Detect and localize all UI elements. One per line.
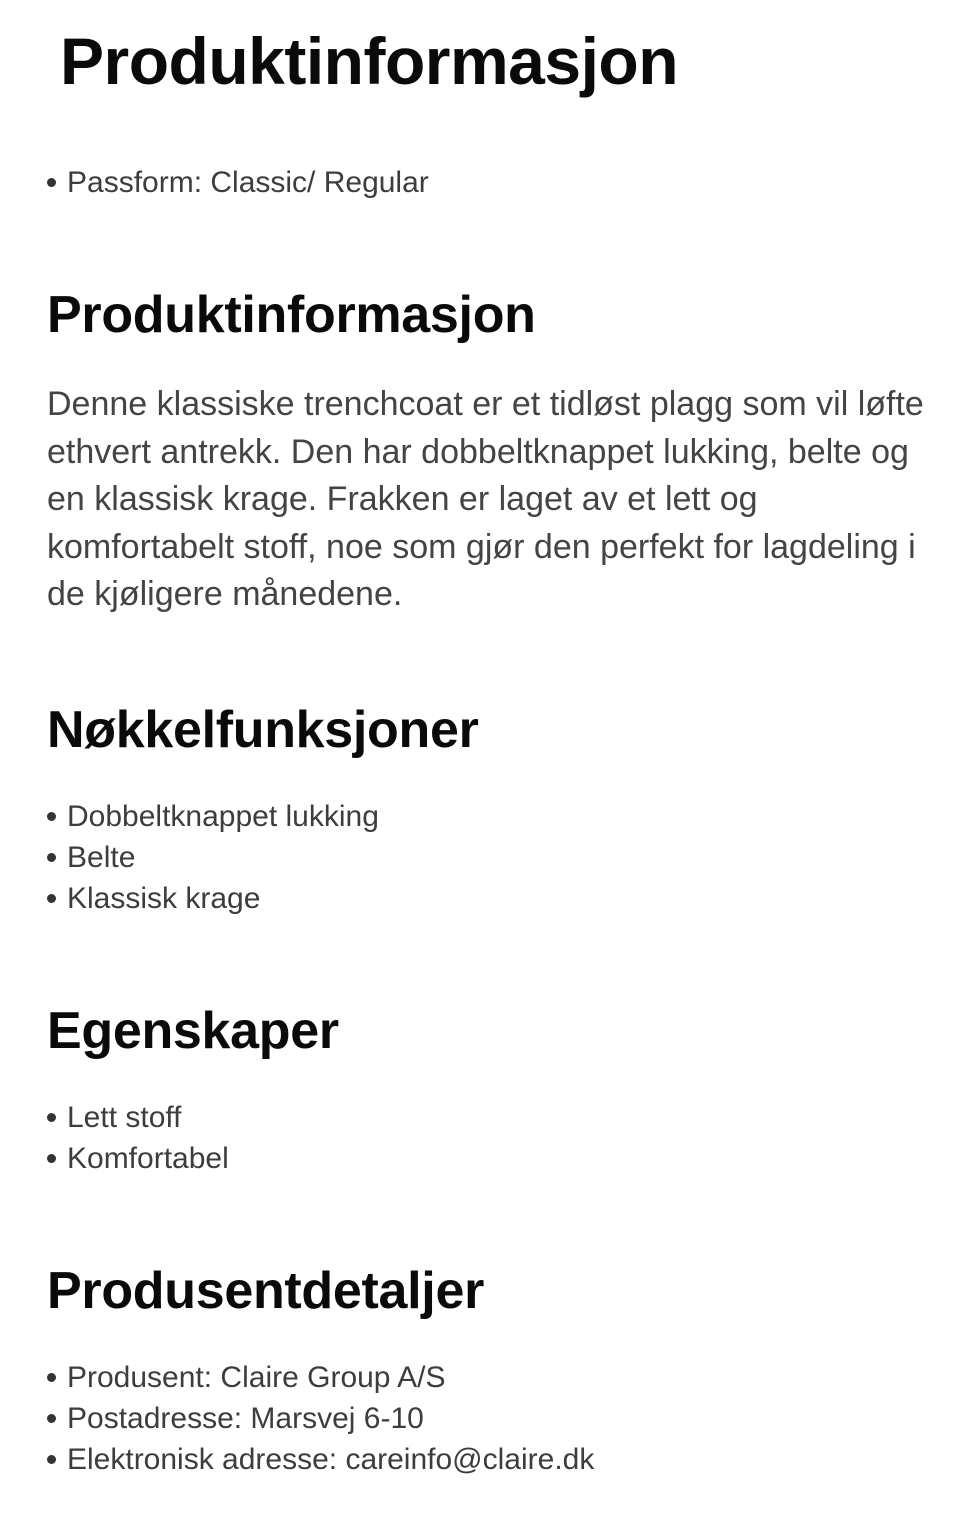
section-title-properties: Egenskaper xyxy=(47,1002,339,1060)
properties-list xyxy=(47,1097,229,1179)
list-item-text: Elektronisk adresse: careinfo@claire.dk xyxy=(67,1443,595,1476)
list-item xyxy=(47,878,379,919)
list-item xyxy=(47,1439,594,1480)
list-item-text: Produsent: Claire Group A/S xyxy=(67,1361,446,1394)
key-features-list xyxy=(47,796,379,919)
list-item-text: Passform: Classic/ Regular xyxy=(67,166,429,199)
list-item xyxy=(47,837,379,878)
list-item xyxy=(47,796,379,837)
list-item xyxy=(47,1138,229,1179)
section-title-manufacturer: Produsentdetaljer xyxy=(47,1262,485,1320)
bullet-icon xyxy=(47,853,56,862)
bullet-icon xyxy=(47,178,56,187)
bullet-icon xyxy=(47,1373,56,1382)
bullet-icon xyxy=(47,812,56,821)
fit-list xyxy=(47,162,429,203)
list-item xyxy=(47,1357,594,1398)
bullet-icon xyxy=(47,1414,56,1423)
list-item-text: Komfortabel xyxy=(67,1142,229,1175)
list-item-text: Klassisk krage xyxy=(67,882,261,915)
page-title: Produktinformasjon xyxy=(60,24,679,98)
section-title-description: Produktinformasjon xyxy=(47,286,536,344)
bullet-icon xyxy=(47,1154,56,1163)
bullet-icon xyxy=(47,1113,56,1122)
list-item-text: Postadresse: Marsvej 6-10 xyxy=(67,1402,424,1435)
list-item-text: Dobbeltknappet lukking xyxy=(67,800,379,833)
manufacturer-list xyxy=(47,1357,594,1480)
bullet-icon xyxy=(47,894,56,903)
list-item-text: Lett stoff xyxy=(67,1101,182,1134)
bullet-icon xyxy=(47,1455,56,1464)
list-item xyxy=(47,1398,594,1439)
product-description: Denne klassiske trenchcoat er et tidløst plagg som vil løfte ethvert antrekk. Den har dobbeltknappet lukking, belte og en klassisk krage. Frakken er laget av et lett og komfortabelt stoff, noe som gjør den perfekt for lagdeling i de kjøligere månedene. xyxy=(47,385,924,613)
section-title-key-features: Nøkkelfunksjoner xyxy=(47,701,479,759)
list-item xyxy=(47,1097,229,1138)
list-item xyxy=(47,162,429,203)
list-item-text: Belte xyxy=(67,841,136,874)
